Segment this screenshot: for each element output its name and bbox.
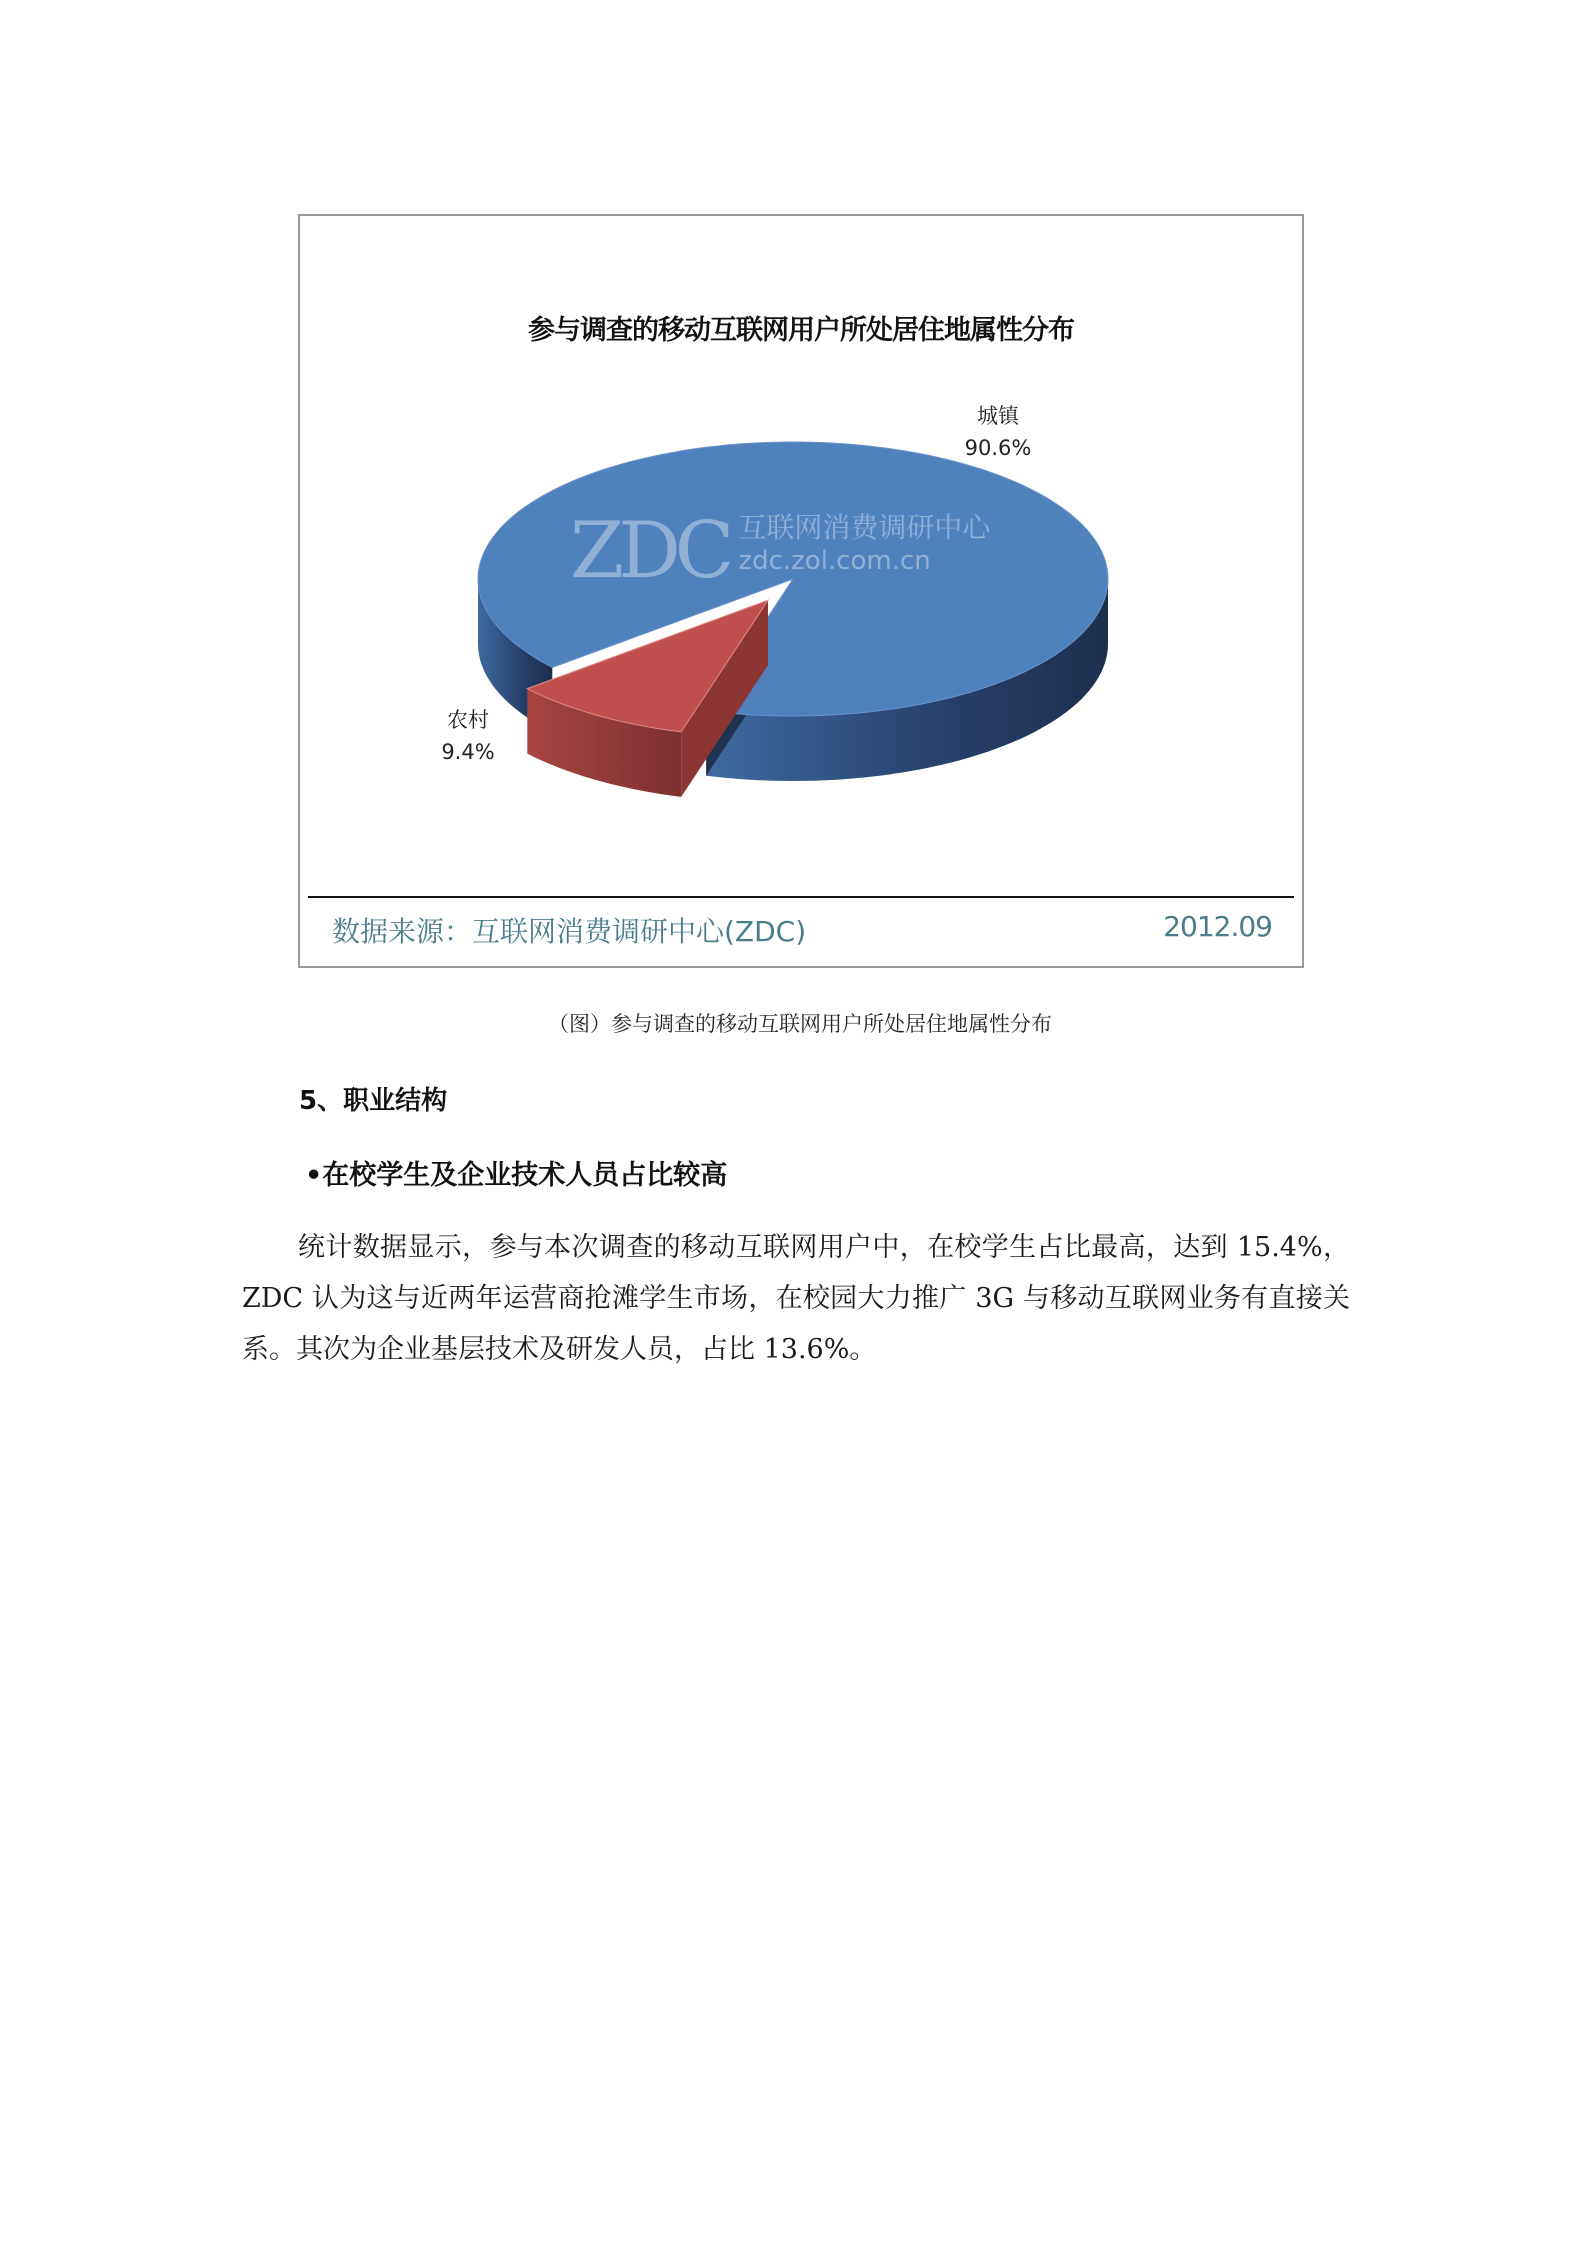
chart-title: 参与调查的移动互联网用户所处居住地属性分布 bbox=[528, 315, 1074, 346]
body-paragraph: 统计数据显示，参与本次调查的移动互联网用户中，在校学生占比最高，达到 15.4%，ZDC 认为这与近两年运营商抢滩学生市场，在校园大力推广 3G 与移动互联网业务有直接关系。其次为企业基层技术及研发人员，占比 13.6%。 bbox=[242, 1232, 1350, 1365]
divider bbox=[308, 896, 1294, 898]
zdc-watermark-logo: ZDC 互联网消费调研中心 zdc.zol.com.cn bbox=[570, 506, 991, 596]
slice-label-rural: 农村 9.4% bbox=[441, 708, 495, 764]
chart-date: 2012.09 bbox=[1163, 910, 1272, 943]
data-source: 数据来源：互联网消费调研中心(ZDC) bbox=[332, 915, 807, 948]
pie-chart bbox=[298, 214, 1304, 968]
figure-caption: （图）参与调查的移动互联网用户所处居住地属性分布 bbox=[548, 1012, 1052, 1036]
bullet-heading: •在校学生及企业技术人员占比较高 bbox=[305, 1160, 728, 1191]
section-heading: 5、职业结构 bbox=[299, 1086, 448, 1116]
slice-label-urban: 城镇 90.6% bbox=[964, 404, 1032, 460]
